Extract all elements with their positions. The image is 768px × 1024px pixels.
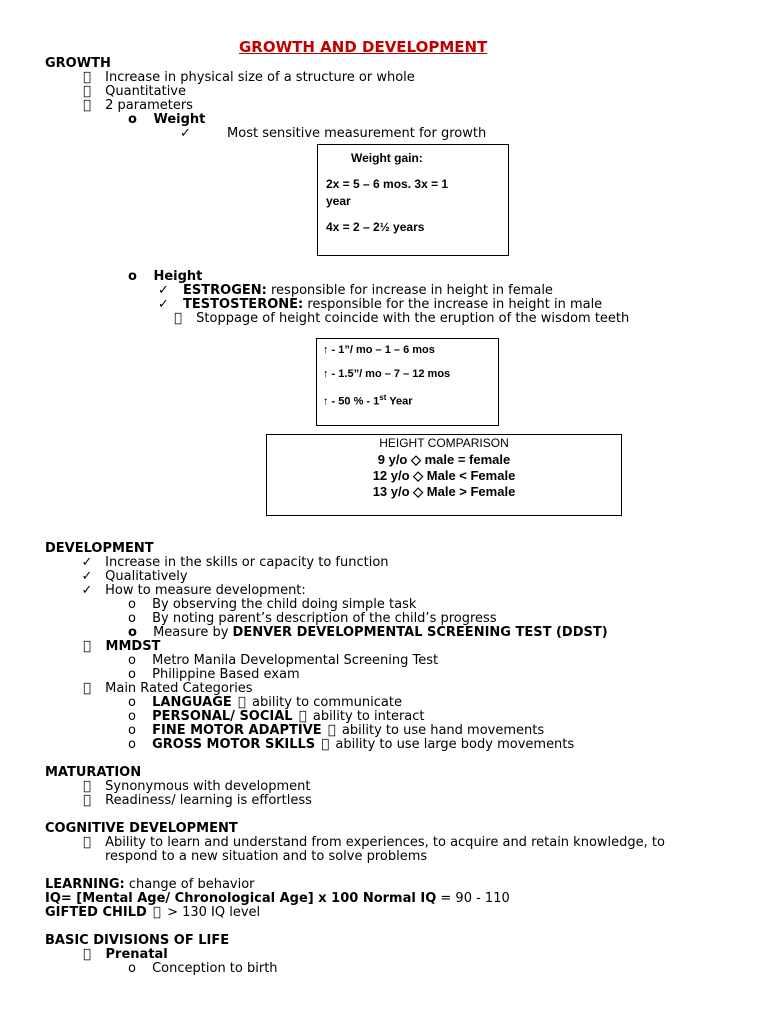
height-rate-line: ↑ - 1.5”/ mo – 7 – 12 mos xyxy=(323,368,451,380)
list-item: Synonymous with development xyxy=(81,780,310,794)
list-item: ✓ Increase in the skills or capacity to function xyxy=(81,555,389,570)
divisions-heading: BASIC DIVISIONS OF LIFE xyxy=(45,933,230,948)
height-item: o Height xyxy=(128,269,203,284)
box-bullet-icon xyxy=(81,71,93,85)
estrogen-item: ✓ ESTROGEN: responsible for increase in height in female xyxy=(158,283,553,298)
development-heading: DEVELOPMENT xyxy=(45,541,154,556)
circle-bullet-icon: o xyxy=(128,611,136,626)
circle-bullet-icon: o xyxy=(128,695,136,710)
list-item-continuation: respond to a new situation and to solve problems xyxy=(105,849,428,864)
height-comparison-heading: HEIGHT COMPARISON xyxy=(379,436,509,450)
height-rate-box xyxy=(316,338,499,426)
height-comparison-box xyxy=(266,434,622,516)
box-bullet-icon xyxy=(81,99,93,113)
checkmark-icon: ✓ xyxy=(158,297,169,312)
category-item: o FINE MOTOR ADAPTIVE ability to use hand movements xyxy=(128,723,545,738)
weight-gain-box xyxy=(317,144,509,256)
weight-gain-line: 2x = 5 – 6 mos. 3x = 1 xyxy=(326,177,449,191)
box-bullet-icon xyxy=(81,682,93,696)
box-bullet-icon xyxy=(81,948,93,962)
box-bullet-icon xyxy=(81,794,93,808)
list-item: Ability to learn and understand from experiences, to acquire and retain knowledge, to xyxy=(81,836,665,850)
list-item: 2 parameters xyxy=(81,99,193,113)
box-bullet-icon xyxy=(81,780,93,794)
circle-bullet-icon: o xyxy=(128,597,136,612)
iq-line: IQ= [Mental Age/ Chronological Age] x 100 Normal IQ = 90 - 110 xyxy=(45,891,510,906)
weight-gain-line: 4x = 2 – 2½ years xyxy=(326,220,425,234)
list-item: o Conception to birth xyxy=(128,961,278,976)
height-comparison-row: 12 y/o ◇ Male < Female xyxy=(372,468,516,483)
checkmark-icon: ✓ xyxy=(81,583,93,598)
circle-bullet-icon: o xyxy=(128,723,136,738)
weight-item: o Weight xyxy=(128,112,206,127)
circle-bullet-icon: o xyxy=(128,961,136,976)
category-item: o PERSONAL/ SOCIAL ability to interact xyxy=(128,709,425,724)
list-item: o Measure by DENVER DEVELOPMENTAL SCREENING TEST (DDST) xyxy=(128,625,608,640)
box-bullet-icon xyxy=(151,906,163,920)
page-title: GROWTH AND DEVELOPMENT xyxy=(239,38,488,56)
category-item: o GROSS MOTOR SKILLS ability to use large body movements xyxy=(128,737,575,752)
list-item: o Metro Manila Developmental Screening Test xyxy=(128,653,439,668)
cognitive-heading: COGNITIVE DEVELOPMENT xyxy=(45,821,238,836)
circle-bullet-icon: o xyxy=(128,709,136,724)
box-bullet-icon xyxy=(172,312,184,326)
height-comparison-row: 9 y/o ◇ male = female xyxy=(377,452,511,467)
list-item: Quantitative xyxy=(81,85,186,99)
box-bullet-icon xyxy=(81,836,93,850)
box-bullet-icon xyxy=(236,696,248,710)
checkmark-icon: ✓ xyxy=(180,126,191,141)
box-bullet-icon xyxy=(81,640,93,654)
height-comparison-row: 13 y/o ◇ Male > Female xyxy=(372,484,516,499)
box-bullet-icon xyxy=(81,85,93,99)
circle-bullet-icon: o xyxy=(128,625,137,640)
weight-gain-heading: Weight gain: xyxy=(351,151,423,165)
list-item: ✓ Qualitatively xyxy=(81,569,188,584)
list-item: Increase in physical size of a structure or whole xyxy=(81,71,415,85)
checkmark-icon: ✓ xyxy=(158,283,169,298)
category-item: o LANGUAGE ability to communicate xyxy=(128,695,402,710)
list-item: o By observing the child doing simple task xyxy=(128,597,417,612)
stoppage-item: Stoppage of height coincide with the eruption of the wisdom teeth xyxy=(172,312,629,326)
circle-bullet-icon: o xyxy=(128,269,137,284)
height-rate-line: ↑ - 50 % - 1st Year xyxy=(323,393,413,408)
circle-bullet-icon: o xyxy=(128,653,136,668)
list-item: ✓ How to measure development: xyxy=(81,583,306,598)
testosterone-item: ✓ TESTOSTERONE: responsible for the increase in height in male xyxy=(158,297,603,312)
prenatal-item: Prenatal xyxy=(81,948,168,962)
gifted-line: GIFTED CHILD > 130 IQ level xyxy=(45,905,261,920)
box-bullet-icon xyxy=(319,738,331,752)
learning-line: LEARNING: change of behavior xyxy=(45,877,255,892)
weight-gain-line: year xyxy=(326,194,351,208)
circle-bullet-icon: o xyxy=(128,737,136,752)
checkmark-icon: ✓ xyxy=(81,555,93,570)
box-bullet-icon xyxy=(326,724,338,738)
box-bullet-icon xyxy=(297,710,309,724)
checkmark-icon: ✓ xyxy=(81,569,93,584)
list-item: Readiness/ learning is effortless xyxy=(81,794,312,808)
height-rate-line: ↑ - 1”/ mo – 1 – 6 mos xyxy=(323,344,435,356)
maturation-heading: MATURATION xyxy=(45,765,142,780)
categories-item: Main Rated Categories xyxy=(81,682,253,696)
circle-bullet-icon: o xyxy=(128,112,137,127)
list-item: o By noting parent’s description of the child’s progress xyxy=(128,611,497,626)
growth-heading: GROWTH xyxy=(45,56,111,71)
circle-bullet-icon: o xyxy=(128,667,136,682)
weight-note: ✓ Most sensitive measurement for growth xyxy=(180,126,487,141)
list-item: o Philippine Based exam xyxy=(128,667,300,682)
mmdst-item: MMDST xyxy=(81,640,160,654)
